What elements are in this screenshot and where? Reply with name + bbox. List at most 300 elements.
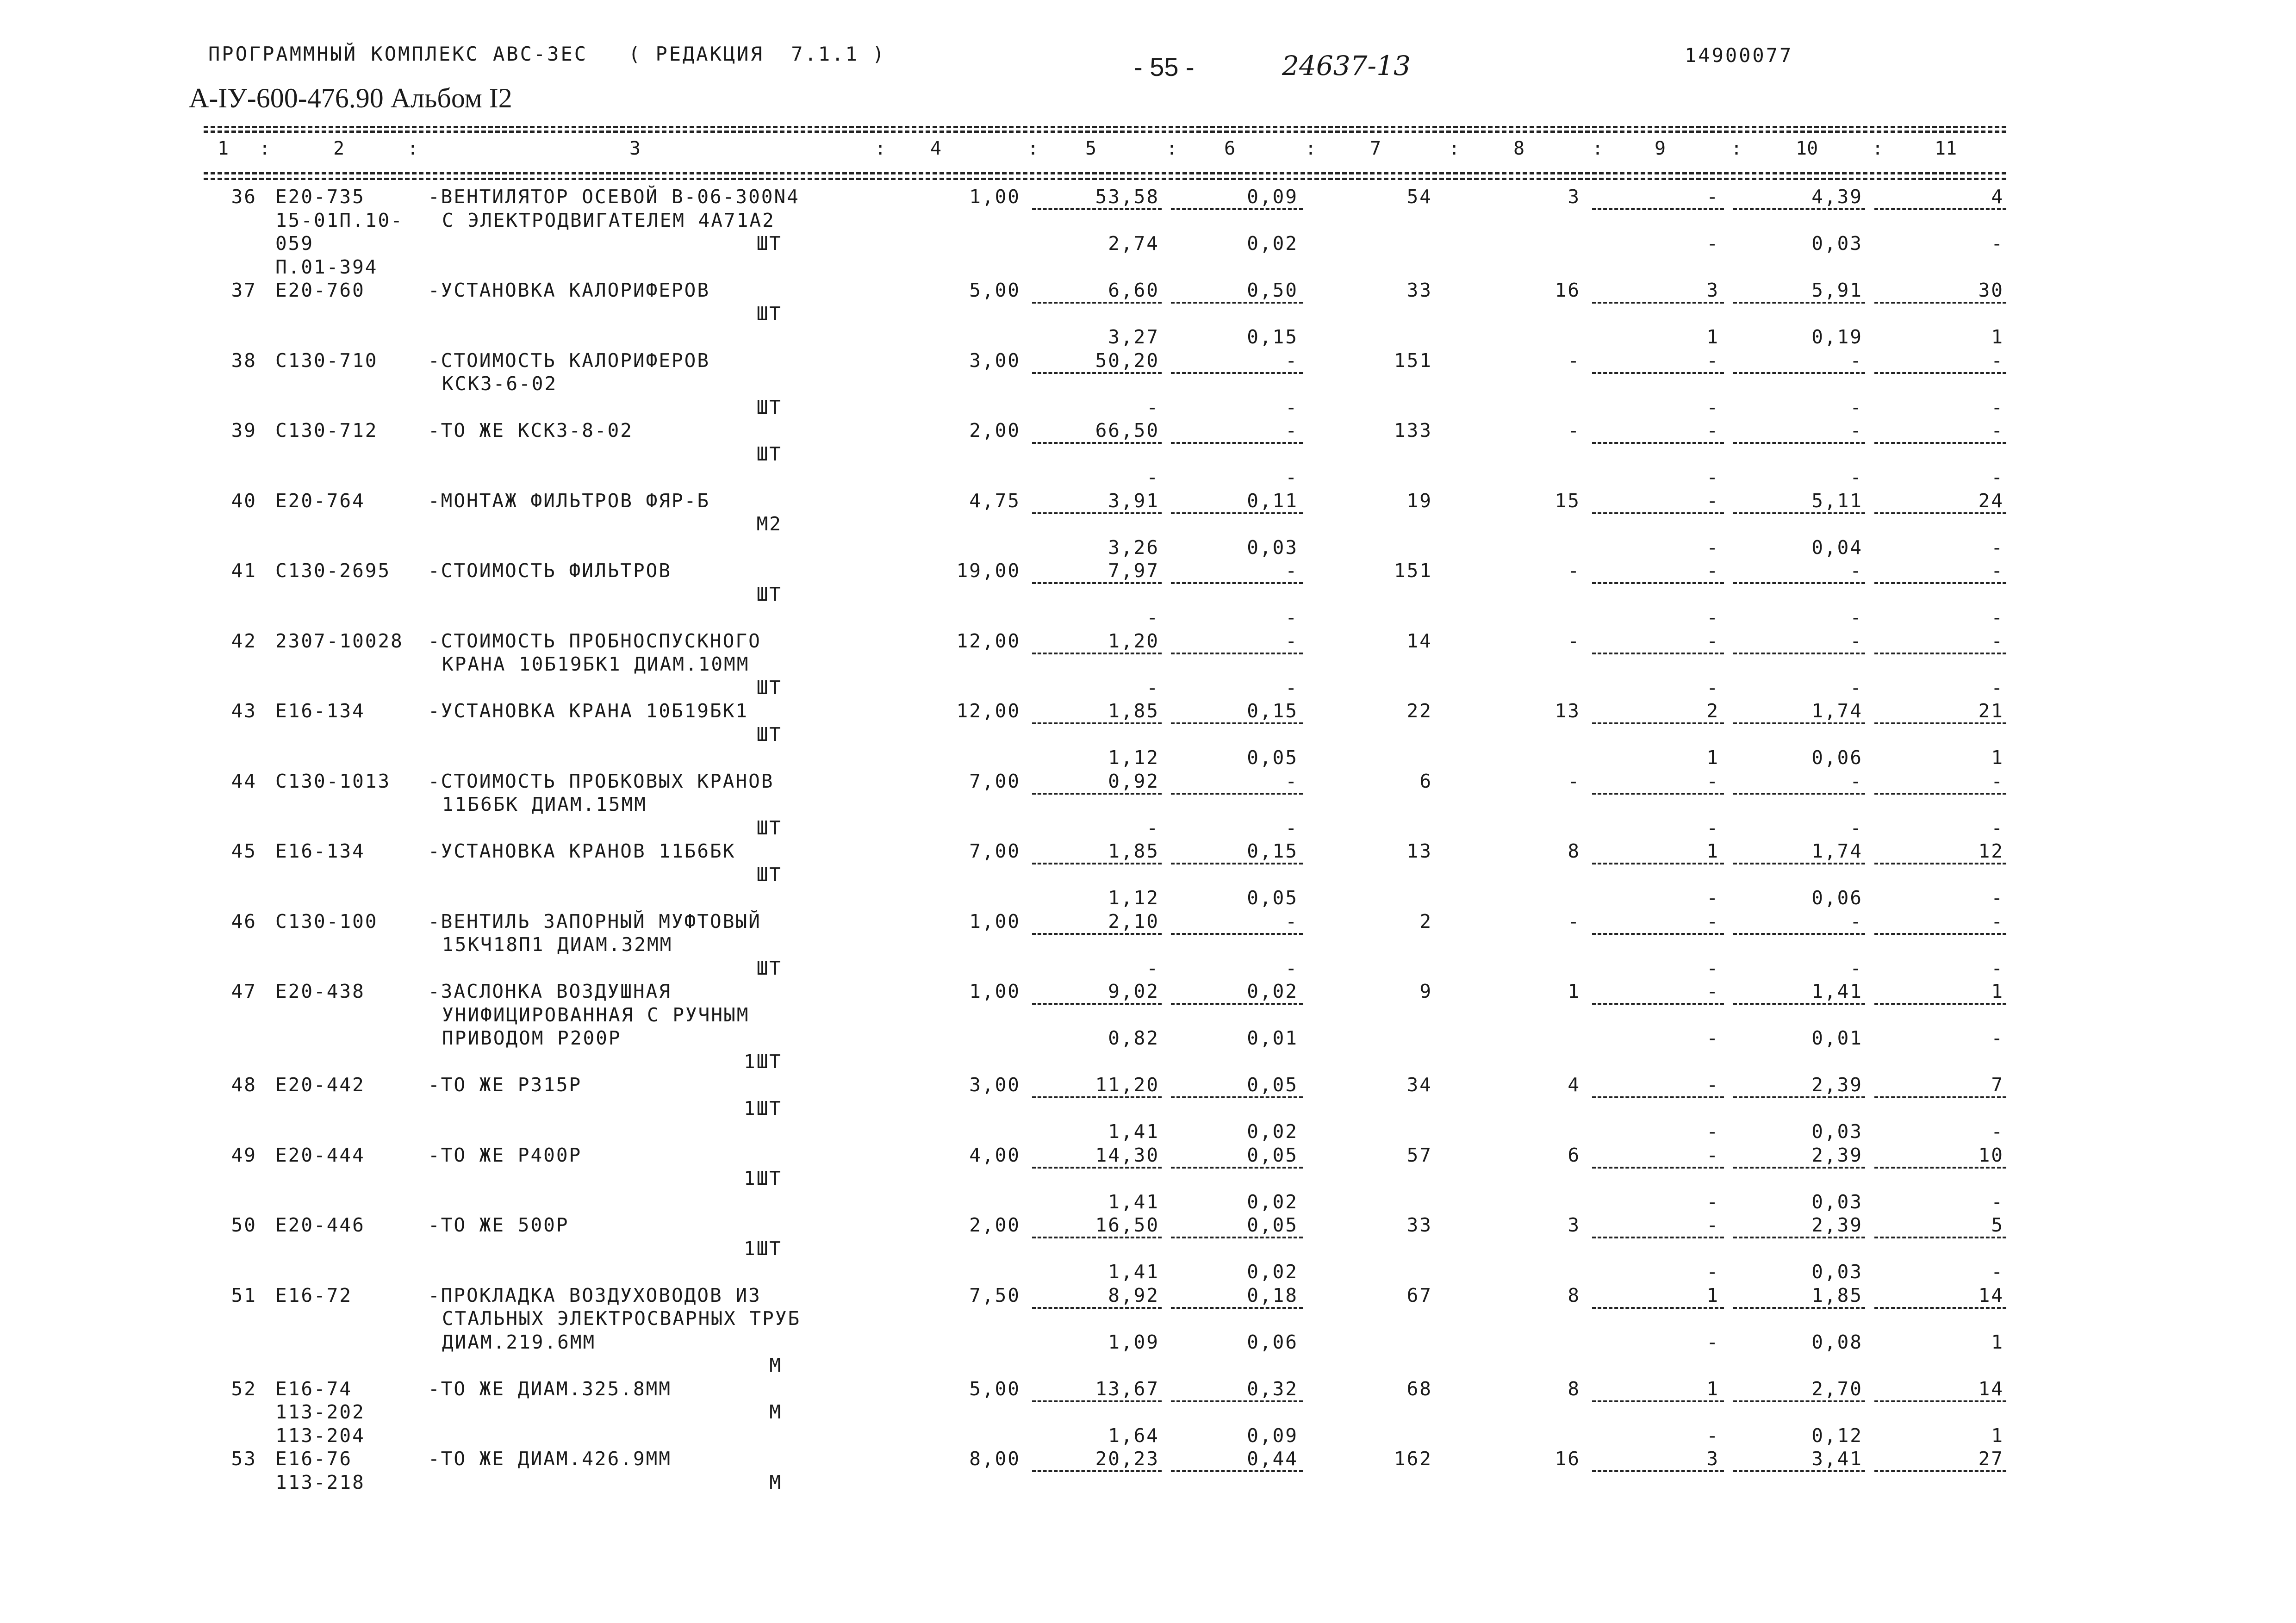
work-description: -ТО ЖЕ ДИАМ.426.9ММ <box>428 1448 672 1470</box>
cost-machine-wages: 0,02 <box>1247 1190 1298 1213</box>
cost-machine: 0,05 <box>1247 1214 1298 1236</box>
labor-workers: 3 <box>1706 1448 1719 1470</box>
cell-divider <box>1032 1307 1162 1309</box>
position-code: 113-202 <box>275 1401 365 1423</box>
labor-workers: 2 <box>1706 700 1719 722</box>
program-header: ПРОГРАММНЫЙ КОМПЛЕКС АВС-ЗЕС ( РЕДАКЦИЯ 7.1.1 ) <box>208 43 886 65</box>
labor-total-machine: - <box>1991 887 2004 909</box>
row-number: 41 <box>231 560 257 582</box>
labor-workers-machine: - <box>1706 816 1719 839</box>
cost-total-wages: 1,41 <box>1108 1120 1159 1143</box>
cost-total: 8,92 <box>1108 1284 1159 1306</box>
quantity: 2,00 <box>969 419 1020 442</box>
cost-machine: - <box>1285 560 1298 582</box>
cost-total-wages: 1,09 <box>1108 1331 1159 1353</box>
labor-per-unit: 2,39 <box>1811 1214 1863 1236</box>
labor-per-unit-machine: - <box>1850 606 1863 628</box>
album-title: А-IУ-600-476.90 Альбом I2 <box>189 83 512 113</box>
labor-workers-machine: - <box>1706 1120 1719 1143</box>
labor-total-machine: - <box>1991 396 2004 418</box>
amount-total: 33 <box>1406 279 1432 301</box>
cost-total-wages: - <box>1146 396 1159 418</box>
labor-per-unit: 5,91 <box>1811 279 1863 301</box>
labor-total: 30 <box>1978 279 2004 301</box>
cell-divider <box>1171 1167 1303 1169</box>
labor-total: 21 <box>1978 700 2004 722</box>
labor-workers: - <box>1706 770 1719 792</box>
cost-machine: 0,05 <box>1247 1144 1298 1166</box>
labor-total: 7 <box>1991 1074 2004 1096</box>
labor-workers: - <box>1706 910 1719 933</box>
labor-total-machine: - <box>1991 1120 2004 1143</box>
labor-per-unit-machine: 0,12 <box>1811 1424 1863 1447</box>
cell-divider <box>1592 933 1724 935</box>
amount-total: 54 <box>1406 186 1432 208</box>
cost-total-wages: 0,82 <box>1108 1027 1159 1049</box>
labor-per-unit-machine: 0,03 <box>1811 1261 1863 1283</box>
labor-workers-machine: - <box>1706 1190 1719 1213</box>
column-header-8: 8 <box>1513 138 1525 159</box>
labor-per-unit-machine: - <box>1850 957 1863 979</box>
labor-per-unit-machine: - <box>1850 466 1863 488</box>
row-number: 51 <box>231 1284 257 1306</box>
cost-total: 16,50 <box>1095 1214 1159 1236</box>
cost-total: 9,02 <box>1108 980 1159 1002</box>
amount-wages: - <box>1568 560 1580 582</box>
cost-total: 1,85 <box>1108 700 1159 722</box>
labor-workers: - <box>1706 1144 1719 1166</box>
work-description: -УСТАНОВКА КРАНА 10Б19БК1 <box>428 700 749 722</box>
unit-of-measure: ШТ <box>756 723 782 746</box>
row-number: 38 <box>231 349 257 372</box>
labor-per-unit-machine: - <box>1850 676 1863 699</box>
row-number: 39 <box>231 419 257 442</box>
labor-workers-machine: - <box>1706 1027 1719 1049</box>
cell-divider <box>1592 1003 1724 1005</box>
cost-total: 0,92 <box>1108 770 1159 792</box>
cell-divider <box>1874 933 2006 935</box>
unit-of-measure: ШТ <box>756 583 782 605</box>
unit-of-measure: ШТ <box>756 396 782 418</box>
cost-total-wages: 1,41 <box>1108 1261 1159 1283</box>
cell-divider <box>1592 793 1724 795</box>
work-description: -ЗАСЛОНКА ВОЗДУШНАЯ <box>428 980 672 1002</box>
column-header-1: 1 <box>218 138 229 159</box>
position-code: П.01-394 <box>275 255 378 278</box>
column-separator: : <box>407 138 419 159</box>
header-rule-bottom <box>204 172 2006 174</box>
cell-divider <box>1733 512 1865 514</box>
cost-total-wages: 1,12 <box>1108 887 1159 909</box>
cell-divider <box>1592 1167 1724 1169</box>
amount-total: 13 <box>1406 840 1432 862</box>
labor-workers: - <box>1706 1074 1719 1096</box>
position-code: Е20-764 <box>275 489 365 512</box>
position-code: С130-712 <box>275 419 378 442</box>
cell-divider <box>1733 722 1865 724</box>
cell-divider <box>1032 653 1162 654</box>
cost-machine: - <box>1285 910 1298 933</box>
cell-divider <box>1171 1003 1303 1005</box>
labor-per-unit-machine: 0,06 <box>1811 746 1863 769</box>
cell-divider <box>1592 372 1724 374</box>
cell-divider <box>1733 1167 1865 1169</box>
amount-wages: 16 <box>1555 1448 1580 1470</box>
labor-workers-machine: - <box>1706 957 1719 979</box>
row-number: 48 <box>231 1074 257 1096</box>
cell-divider <box>1874 512 2006 514</box>
cost-machine-wages: - <box>1285 396 1298 418</box>
cost-total: 11,20 <box>1095 1074 1159 1096</box>
labor-total: 14 <box>1978 1377 2004 1400</box>
quantity: 1,00 <box>969 186 1020 208</box>
labor-total-machine: - <box>1991 606 2004 628</box>
cell-divider <box>1171 863 1303 864</box>
amount-wages: - <box>1568 419 1580 442</box>
position-code: Е16-72 <box>275 1284 353 1306</box>
row-number: 53 <box>231 1448 257 1470</box>
cell-divider <box>1032 1003 1162 1005</box>
cell-divider <box>1733 863 1865 864</box>
cell-divider <box>1733 1003 1865 1005</box>
cost-machine-wages: 0,06 <box>1247 1331 1298 1353</box>
work-description: ДИАМ.219.6ММ <box>442 1331 596 1353</box>
work-description: ПРИВОДОМ Р200Р <box>442 1027 622 1049</box>
labor-per-unit-machine: 0,04 <box>1811 536 1863 559</box>
row-number: 40 <box>231 489 257 512</box>
document-number: 14900077 <box>1685 44 1793 67</box>
cost-total-wages: 1,64 <box>1108 1424 1159 1447</box>
unit-of-measure: 1ШТ <box>743 1097 782 1119</box>
amount-total: 57 <box>1406 1144 1432 1166</box>
labor-per-unit: 1,74 <box>1811 840 1863 862</box>
labor-per-unit: 4,39 <box>1811 186 1863 208</box>
cost-total: 66,50 <box>1095 419 1159 442</box>
cell-divider <box>1592 1470 1724 1472</box>
cell-divider <box>1874 582 2006 584</box>
labor-total: - <box>1991 770 2004 792</box>
column-separator: : <box>1027 138 1039 159</box>
unit-of-measure: М <box>769 1401 782 1423</box>
cell-divider <box>1592 1307 1724 1309</box>
cell-divider <box>1733 1400 1865 1402</box>
amount-total: 33 <box>1406 1214 1432 1236</box>
cost-machine-wages: 0,02 <box>1247 1120 1298 1143</box>
row-number: 47 <box>231 980 257 1002</box>
cell-divider <box>1171 372 1303 374</box>
labor-total-machine: - <box>1991 466 2004 488</box>
cost-machine: 0,32 <box>1247 1377 1298 1400</box>
amount-wages: - <box>1568 629 1580 652</box>
unit-of-measure: ШТ <box>756 302 782 325</box>
cost-machine-wages: - <box>1285 606 1298 628</box>
quantity: 4,00 <box>969 1144 1020 1166</box>
column-separator: : <box>259 138 271 159</box>
amount-total: 6 <box>1419 770 1432 792</box>
cell-divider <box>1733 933 1865 935</box>
labor-workers-machine: - <box>1706 887 1719 909</box>
cost-machine: - <box>1285 770 1298 792</box>
cost-machine-wages: 0,05 <box>1247 746 1298 769</box>
labor-workers: - <box>1706 419 1719 442</box>
cell-divider <box>1592 512 1724 514</box>
cost-machine: 0,09 <box>1247 186 1298 208</box>
labor-per-unit: - <box>1850 910 1863 933</box>
labor-total-machine: 1 <box>1991 326 2004 348</box>
labor-workers-machine: - <box>1706 606 1719 628</box>
unit-of-measure: М2 <box>756 513 782 535</box>
amount-wages: - <box>1568 349 1580 372</box>
cost-total: 2,10 <box>1108 910 1159 933</box>
cost-machine-wages: 0,09 <box>1247 1424 1298 1447</box>
quantity: 4,75 <box>969 489 1020 512</box>
row-number: 46 <box>231 910 257 933</box>
cell-divider <box>1874 1400 2006 1402</box>
labor-workers-machine: 1 <box>1706 326 1719 348</box>
cost-machine-wages: - <box>1285 676 1298 699</box>
labor-workers-machine: 1 <box>1706 746 1719 769</box>
labor-total-machine: - <box>1991 957 2004 979</box>
cost-machine-wages: 0,15 <box>1247 326 1298 348</box>
quantity: 2,00 <box>969 1214 1020 1236</box>
column-header-3: 3 <box>629 138 641 159</box>
cost-total-wages: - <box>1146 816 1159 839</box>
labor-workers-machine: - <box>1706 232 1719 255</box>
cell-divider <box>1874 1307 2006 1309</box>
column-header-6: 6 <box>1224 138 1236 159</box>
amount-wages: 1 <box>1568 980 1580 1002</box>
quantity: 7,00 <box>969 770 1020 792</box>
amount-total: 22 <box>1406 700 1432 722</box>
cell-divider <box>1171 933 1303 935</box>
unit-of-measure: М <box>769 1354 782 1376</box>
cell-divider <box>1874 442 2006 444</box>
cost-machine: - <box>1285 349 1298 372</box>
cell-divider <box>1874 208 2006 210</box>
work-description: -ТО ЖЕ ДИАМ.325.8ММ <box>428 1377 672 1400</box>
work-description: -УСТАНОВКА КАЛОРИФЕРОВ <box>428 279 710 301</box>
quantity: 7,50 <box>969 1284 1020 1306</box>
cost-machine: 0,05 <box>1247 1074 1298 1096</box>
row-number: 50 <box>231 1214 257 1236</box>
cost-total: 53,58 <box>1095 186 1159 208</box>
cost-machine: 0,11 <box>1247 489 1298 512</box>
cost-total: 1,85 <box>1108 840 1159 862</box>
amount-wages: 8 <box>1568 1377 1580 1400</box>
unit-of-measure: 1ШТ <box>743 1237 782 1260</box>
cost-machine-wages: - <box>1285 816 1298 839</box>
work-description: -СТОИМОСТЬ ПРОБНОСПУСКНОГО <box>428 629 761 652</box>
cost-total-wages: - <box>1146 466 1159 488</box>
cost-total-wages: 2,74 <box>1108 232 1159 255</box>
labor-per-unit: - <box>1850 560 1863 582</box>
cell-divider <box>1032 302 1162 304</box>
labor-workers: - <box>1706 349 1719 372</box>
cell-divider <box>1032 1096 1162 1098</box>
work-description: -УСТАНОВКА КРАНОВ 11Б6БК <box>428 840 736 862</box>
labor-total: 14 <box>1978 1284 2004 1306</box>
cost-machine-wages: 0,03 <box>1247 536 1298 559</box>
cell-divider <box>1733 1470 1865 1472</box>
labor-total: 12 <box>1978 840 2004 862</box>
cost-machine-wages: 0,02 <box>1247 232 1298 255</box>
cell-divider <box>1032 722 1162 724</box>
labor-total: - <box>1991 349 2004 372</box>
cell-divider <box>1032 863 1162 864</box>
labor-per-unit: - <box>1850 419 1863 442</box>
column-separator: : <box>1166 138 1178 159</box>
column-separator: : <box>1305 138 1317 159</box>
cell-divider <box>1733 793 1865 795</box>
cell-divider <box>1733 302 1865 304</box>
header-rule-top-2 <box>204 131 2006 133</box>
labor-total-machine: 1 <box>1991 1331 2004 1353</box>
labor-workers-machine: - <box>1706 466 1719 488</box>
cost-machine: - <box>1285 629 1298 652</box>
labor-total: 4 <box>1991 186 2004 208</box>
column-header-10: 10 <box>1796 138 1818 159</box>
amount-total: 34 <box>1406 1074 1432 1096</box>
cost-total-wages: - <box>1146 606 1159 628</box>
cell-divider <box>1733 372 1865 374</box>
cost-machine-wages: 0,05 <box>1247 887 1298 909</box>
unit-of-measure: ШТ <box>756 232 782 255</box>
cell-divider <box>1032 1470 1162 1472</box>
cell-divider <box>1032 1400 1162 1402</box>
work-description: -ПРОКЛАДКА ВОЗДУХОВОДОВ ИЗ <box>428 1284 761 1306</box>
cost-total-wages: - <box>1146 957 1159 979</box>
labor-total-machine: 1 <box>1991 746 2004 769</box>
cell-divider <box>1171 722 1303 724</box>
cell-divider <box>1874 372 2006 374</box>
work-description: С ЭЛЕКТРОДВИГАТЕЛЕМ 4А71А2 <box>442 209 775 231</box>
quantity: 5,00 <box>969 279 1020 301</box>
work-description: -МОНТАЖ ФИЛЬТРОВ ФЯР-Б <box>428 489 710 512</box>
column-header-9: 9 <box>1655 138 1666 159</box>
position-code: Е20-444 <box>275 1144 365 1166</box>
cell-divider <box>1171 582 1303 584</box>
cell-divider <box>1592 863 1724 864</box>
position-code: Е16-134 <box>275 700 365 722</box>
labor-workers: 3 <box>1706 279 1719 301</box>
cost-machine: 0,44 <box>1247 1448 1298 1470</box>
cost-total: 7,97 <box>1108 560 1159 582</box>
cost-machine: 0,18 <box>1247 1284 1298 1306</box>
cell-divider <box>1592 653 1724 654</box>
amount-total: 162 <box>1394 1448 1432 1470</box>
position-code: С130-1013 <box>275 770 391 792</box>
labor-per-unit: 2,39 <box>1811 1144 1863 1166</box>
work-description: -СТОИМОСТЬ ФИЛЬТРОВ <box>428 560 672 582</box>
work-description: -ТО ЖЕ Р400Р <box>428 1144 582 1166</box>
quantity: 12,00 <box>956 629 1020 652</box>
work-description: УНИФИЦИРОВАННАЯ С РУЧНЫМ <box>442 1003 750 1026</box>
cell-divider <box>1592 1096 1724 1098</box>
labor-workers: - <box>1706 489 1719 512</box>
amount-total: 14 <box>1406 629 1432 652</box>
cell-divider <box>1032 208 1162 210</box>
position-code: 15-01П.10- <box>275 209 404 231</box>
cell-divider <box>1032 1167 1162 1169</box>
unit-of-measure: ШТ <box>756 816 782 839</box>
cost-total-wages: 1,12 <box>1108 746 1159 769</box>
cell-divider <box>1171 1096 1303 1098</box>
cell-divider <box>1874 1096 2006 1098</box>
cell-divider <box>1171 1470 1303 1472</box>
cell-divider <box>1592 442 1724 444</box>
position-code: 059 <box>275 232 314 255</box>
labor-total: 24 <box>1978 489 2004 512</box>
labor-workers: - <box>1706 1214 1719 1236</box>
cell-divider <box>1171 208 1303 210</box>
amount-wages: 8 <box>1568 840 1580 862</box>
cost-total: 3,91 <box>1108 489 1159 512</box>
cell-divider <box>1733 653 1865 654</box>
page-number: - 55 - <box>1134 52 1195 81</box>
labor-workers-machine: - <box>1706 1261 1719 1283</box>
cell-divider <box>1171 1237 1303 1238</box>
work-description: -ТО ЖЕ КСК3-8-02 <box>428 419 633 442</box>
cost-machine: 0,15 <box>1247 700 1298 722</box>
row-number: 52 <box>231 1377 257 1400</box>
cell-divider <box>1733 1307 1865 1309</box>
quantity: 12,00 <box>956 700 1020 722</box>
position-code: Е20-735 <box>275 186 365 208</box>
amount-total: 19 <box>1406 489 1432 512</box>
position-code: Е20-446 <box>275 1214 365 1236</box>
column-header-11: 11 <box>1935 138 1957 159</box>
labor-total-machine: 1 <box>1991 1424 2004 1447</box>
labor-total-machine: - <box>1991 1027 2004 1049</box>
cost-machine-wages: - <box>1285 466 1298 488</box>
cell-divider <box>1032 1237 1162 1238</box>
labor-per-unit: - <box>1850 770 1863 792</box>
position-code: Е20-438 <box>275 980 365 1002</box>
position-code: 2307-10028 <box>275 629 404 652</box>
position-code: Е16-134 <box>275 840 365 862</box>
work-description: КСК3-6-02 <box>442 373 558 395</box>
amount-wages: 4 <box>1568 1074 1580 1096</box>
work-description: -ВЕНТИЛЯТОР ОСЕВОЙ В-06-300N4 <box>428 186 800 208</box>
quantity: 19,00 <box>956 560 1020 582</box>
cell-divider <box>1733 1237 1865 1238</box>
cell-divider <box>1874 1237 2006 1238</box>
amount-total: 151 <box>1394 349 1432 372</box>
cell-divider <box>1733 582 1865 584</box>
cost-total: 20,23 <box>1095 1448 1159 1470</box>
work-description: 15КЧ18П1 ДИАМ.32ММ <box>442 933 673 956</box>
cost-total-wages: - <box>1146 676 1159 699</box>
unit-of-measure: 1ШТ <box>743 1167 782 1189</box>
amount-wages: 3 <box>1568 186 1580 208</box>
quantity: 1,00 <box>969 980 1020 1002</box>
work-description: СТАЛЬНЫХ ЭЛЕКТРОСВАРНЫХ ТРУБ <box>442 1307 801 1330</box>
labor-per-unit-machine: 0,08 <box>1811 1331 1863 1353</box>
labor-total-machine: - <box>1991 1190 2004 1213</box>
labor-workers: - <box>1706 560 1719 582</box>
row-number: 49 <box>231 1144 257 1166</box>
position-code: 113-218 <box>275 1471 365 1493</box>
labor-per-unit-machine: - <box>1850 816 1863 839</box>
labor-per-unit-machine: 0,01 <box>1811 1027 1863 1049</box>
cell-divider <box>1874 1167 2006 1169</box>
column-header-5: 5 <box>1085 138 1097 159</box>
labor-per-unit-machine: 0,03 <box>1811 232 1863 255</box>
labor-per-unit: 1,41 <box>1811 980 1863 1002</box>
labor-per-unit: - <box>1850 629 1863 652</box>
cell-divider <box>1874 722 2006 724</box>
cell-divider <box>1171 512 1303 514</box>
